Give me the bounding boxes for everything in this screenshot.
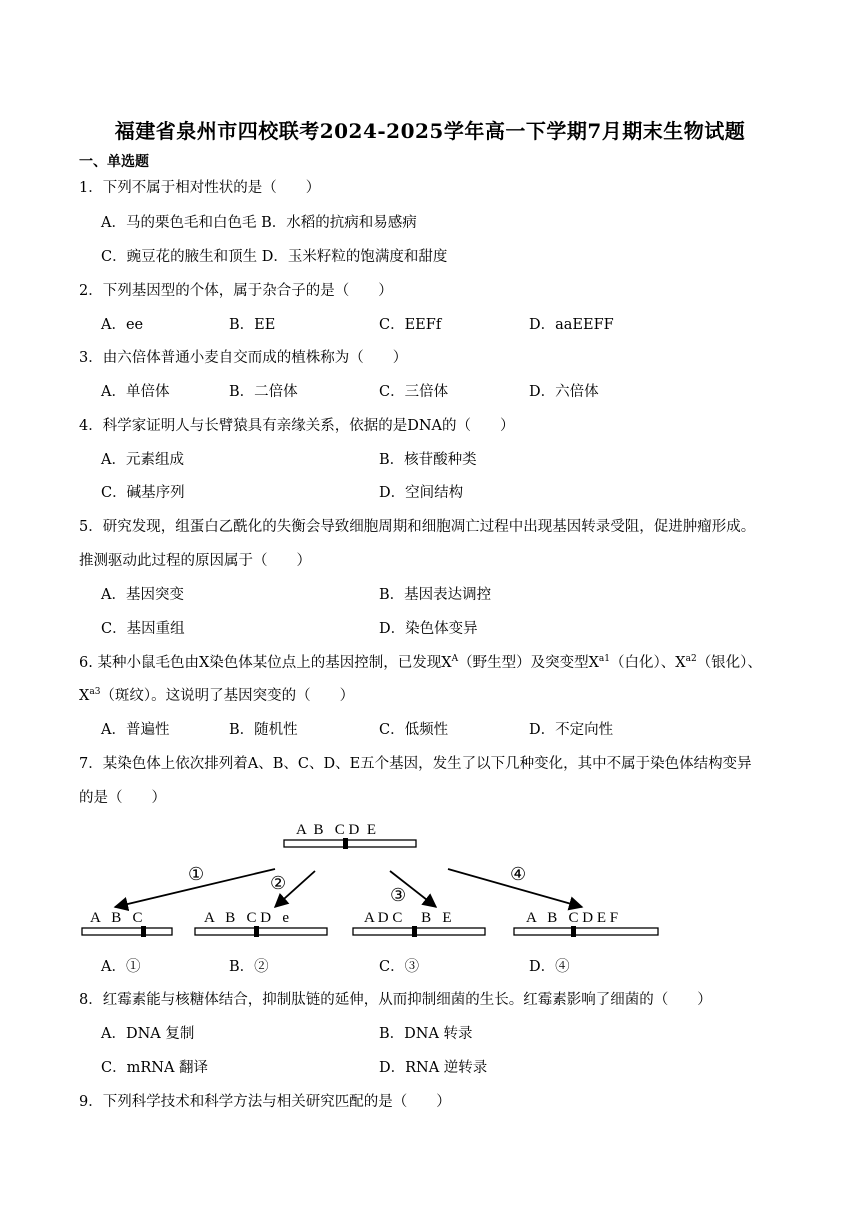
original-gene-labels: A B C D E <box>296 822 377 838</box>
question-3-option-c: C．三倍体 <box>379 384 449 400</box>
question-4-option-d: D．空间结构 <box>379 485 464 501</box>
question-5-stem-line-1: 5．研究发现，组蛋白乙酰化的失衡会导致细胞周期和细胞凋亡过程中出现基因转录受阻，促进肿瘤形成。 <box>79 519 756 535</box>
marker-3: ③ <box>390 885 407 905</box>
question-6-stem-line-2: $X^{a3}$（斑纹）。这说明了基因突变的（ ） <box>79 687 355 704</box>
question-4-stem: 4．科学家证明人与长臂猿具有亲缘关系，依据的是DNA的（ ） <box>79 418 515 434</box>
question-5-stem-line-2: 推测驱动此过程的原因属于（ ） <box>79 553 311 569</box>
question-2-option-d: D．aaEEFF <box>529 317 614 333</box>
question-5-option-b: B．基因表达调控 <box>379 587 492 603</box>
result-1-labels: A B C <box>90 910 143 926</box>
question-7-stem-line-1: 7．某染色体上依次排列着A、B、C、D、E五个基因，发生了以下几种变化，其中不属于染色体结构变异 <box>79 756 752 772</box>
question-3-option-a: A．单倍体 <box>101 384 170 400</box>
question-8-option-d: D．RNA 逆转录 <box>379 1060 488 1076</box>
result-2-labels: A B C D e <box>204 910 290 926</box>
result-3-labels: A D C B E <box>364 910 452 926</box>
question-6-option-a: A．普遍性 <box>101 722 170 738</box>
question-5-option-a: A．基因突变 <box>101 587 184 603</box>
marker-1: ① <box>188 864 205 884</box>
question-4-option-c: C．碱基序列 <box>101 485 185 501</box>
question-1-options-row-2: C．豌豆花的腋生和顶生 D．玉米籽粒的饱满度和甜度 <box>101 249 448 265</box>
question-8-stem: 8．红霉素能与核糖体结合，抑制肽链的延伸，从而抑制细菌的生长。红霉素影响了细菌的（ ） <box>79 992 712 1008</box>
question-7-option-a: A．① <box>101 959 141 975</box>
question-2-option-b: B．EE <box>229 317 276 333</box>
result-chromosome-1 <box>82 926 172 937</box>
chromosome-diagram <box>70 814 680 950</box>
question-3-option-b: B．二倍体 <box>229 384 298 400</box>
result-4-labels: A B C D E F <box>526 910 619 926</box>
question-4-option-a: A．元素组成 <box>101 452 184 468</box>
question-7-option-d: D．④ <box>529 959 570 975</box>
result-chromosome-4 <box>514 926 658 937</box>
question-4-option-b: B．核苷酸种类 <box>379 452 477 468</box>
section-heading: 一、单选题 <box>79 154 149 170</box>
question-8-option-c: C．mRNA 翻译 <box>101 1060 209 1076</box>
question-6-option-d: D．不定向性 <box>529 722 614 738</box>
question-2-option-a: A．ee <box>101 317 144 333</box>
question-3-stem: 3．由六倍体普通小麦自交而成的植株称为（ ） <box>79 350 408 366</box>
question-8-option-b: B．DNA 转录 <box>379 1026 473 1042</box>
question-7-stem-line-2: 的是（ ） <box>79 790 166 806</box>
marker-4: ④ <box>510 864 527 884</box>
marker-2: ② <box>270 873 287 893</box>
question-5-option-c: C．基因重组 <box>101 621 185 637</box>
original-chromosome <box>284 838 416 849</box>
question-2-option-c: C．EEFf <box>379 317 442 333</box>
question-3-option-d: D．六倍体 <box>529 384 599 400</box>
question-6-option-c: C．低频性 <box>379 722 449 738</box>
question-5-option-d: D．染色体变异 <box>379 621 478 637</box>
result-chromosome-3 <box>353 926 485 937</box>
question-6-stem-line-1: 6. 某种小鼠毛色由X染色体某位点上的基因控制，已发现$X^A$（野生型）及突变型$X^{a1}$（白化）、$X^{a2}$（银化）、 <box>79 654 762 671</box>
result-chromosome-2 <box>195 926 327 937</box>
question-7-option-b: B．② <box>229 959 269 975</box>
question-8-option-a: A．DNA 复制 <box>101 1026 195 1042</box>
question-1-options-row-1: A．马的栗色毛和白色毛 B．水稻的抗病和易感病 <box>101 215 417 231</box>
question-2-stem: 2．下列基因型的个体，属于杂合子的是（ ） <box>79 283 393 299</box>
question-1-stem: 1．下列不属于相对性状的是（ ） <box>79 180 321 196</box>
question-6-option-b: B．随机性 <box>229 722 298 738</box>
question-7-option-c: C．③ <box>379 959 420 975</box>
page-title: 福建省泉州市四校联考2024-2025学年高一下学期7月期末生物试题 <box>114 119 746 143</box>
question-9-stem: 9．下列科学技术和科学方法与相关研究匹配的是（ ） <box>79 1094 451 1110</box>
